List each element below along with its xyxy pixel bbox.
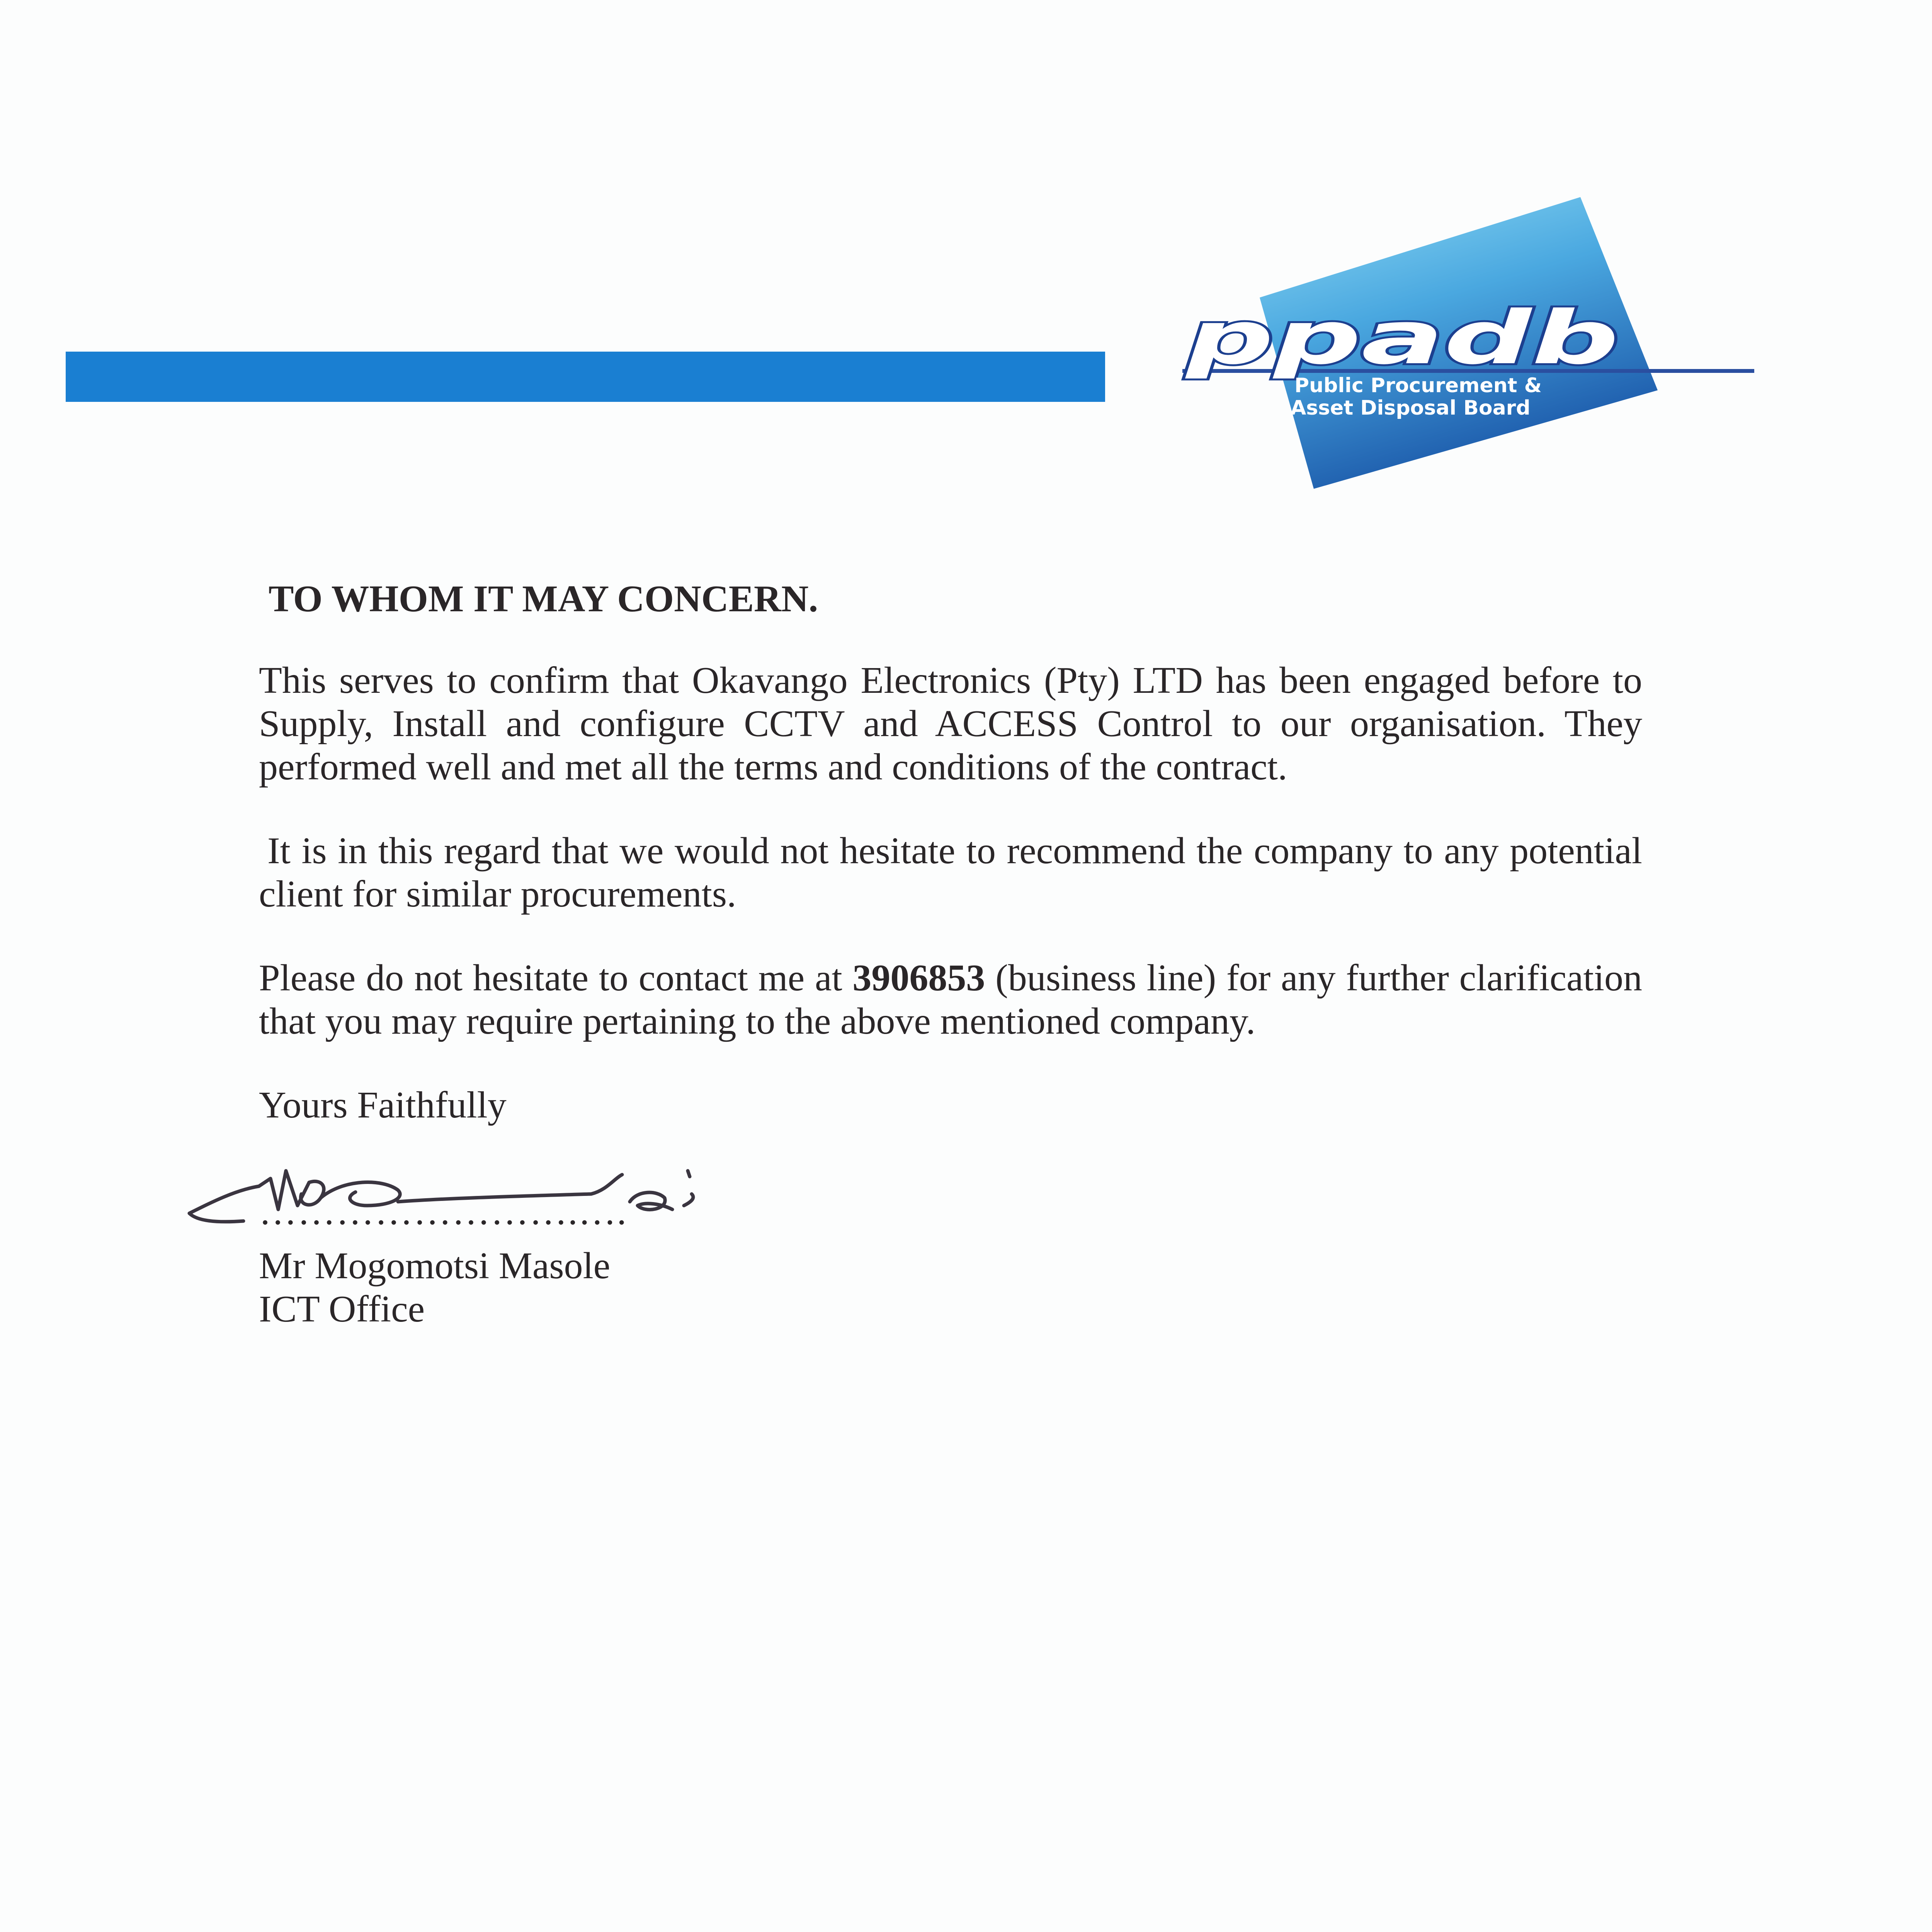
header-bar [66, 352, 1105, 402]
closing: Yours Faithfully [259, 1084, 507, 1126]
letter-body [259, 576, 1642, 1127]
contact-text-before: Please do not hesitate to contact me at [259, 957, 853, 999]
svg-text:ppadb: ppadb [1185, 295, 1619, 381]
signature-dotted-line: …………………….…. [259, 1191, 627, 1233]
signer-block [259, 1244, 610, 1331]
paragraph-confirmation: This serves to confirm that Okavango Electronics (Pty) LTD has been engaged before to Supply, Install and configure CCTV and ACCESS Control to our organisation. They performed well and met all the terms and conditions of the contract. [259, 660, 1642, 788]
paragraph-contact [259, 956, 1642, 1043]
signer-name: Mr Mogomotsi Masole [259, 1245, 611, 1287]
salutation: TO WHOM IT MAY CONCERN. [269, 578, 818, 620]
contact-text-after: (business line) for any further clarification that you may require pertaining to the above mentioned company. [259, 957, 1642, 1042]
paragraph-recommendation: It is in this regard that we would not hesitate to recommend the company to any potential client for similar procurements. [259, 830, 1642, 915]
business-phone-number: 3906853 [852, 957, 985, 999]
svg-text:Asset Disposal Board: Asset Disposal Board [1291, 396, 1531, 420]
ppadb-logo [1175, 189, 1762, 498]
svg-text:Public Procurement &: Public Procurement & [1294, 374, 1542, 397]
signer-title: ICT Office [259, 1288, 425, 1330]
